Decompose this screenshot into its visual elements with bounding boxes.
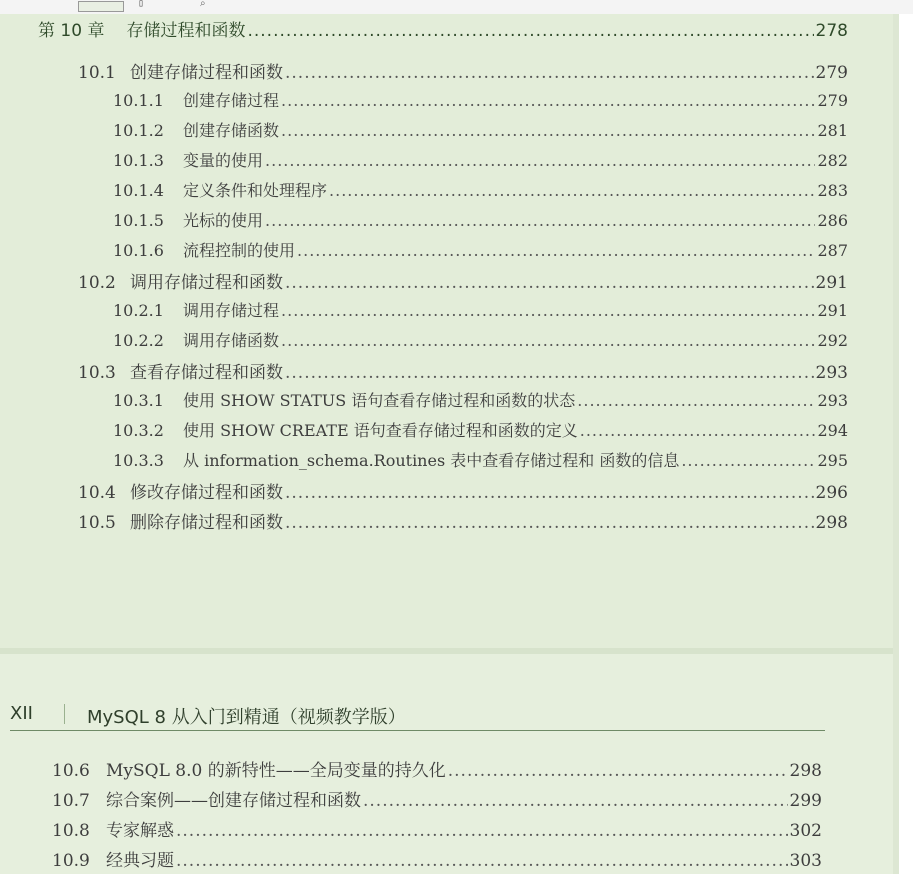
dot-leader — [281, 301, 815, 320]
entry-title: 创建存储过程 — [183, 91, 280, 110]
dot-leader — [580, 421, 816, 440]
entry-title: 综合案例——创建存储过程和函数 — [106, 791, 361, 811]
dot-leader — [281, 91, 815, 110]
entry-page: 279 — [815, 63, 848, 83]
entry-page: 281 — [817, 121, 848, 140]
entry-title: 创建存储函数 — [183, 121, 280, 140]
search-icon[interactable]: ⌕ — [200, 0, 206, 9]
entry-number: 10.2 — [78, 273, 116, 293]
entry-number: 10.2.2 — [113, 331, 164, 350]
entry-title: 调用存储过程 — [183, 301, 280, 320]
entry-number: 10.3.2 — [113, 421, 164, 440]
scrollbar[interactable] — [893, 14, 913, 874]
entry-title: 变量的使用 — [183, 151, 264, 170]
toc-entry[interactable] — [113, 208, 848, 231]
entry-number: 10.1.5 — [113, 211, 164, 230]
dot-leader — [577, 391, 815, 410]
entry-number: 10.1 — [78, 63, 116, 83]
entry-page: 291 — [817, 301, 848, 320]
toolbar-field[interactable] — [78, 1, 124, 12]
dot-leader — [265, 211, 815, 230]
entry-page: 293 — [817, 391, 848, 410]
running-header — [10, 700, 825, 731]
toc-entry[interactable] — [78, 268, 848, 293]
dot-leader — [285, 63, 814, 83]
dot-leader — [297, 241, 815, 260]
entry-page: 291 — [815, 273, 848, 293]
entry-number: 10.1.1 — [113, 91, 164, 110]
toc-entry[interactable] — [113, 148, 848, 171]
entry-title: 使用 SHOW STATUS 语句查看存储过程和函数的状态 — [183, 391, 576, 410]
toc-entry[interactable] — [113, 418, 848, 441]
toc-entry[interactable] — [113, 328, 848, 351]
dot-leader — [247, 21, 813, 41]
entry-page: 298 — [815, 513, 848, 533]
toc-entry[interactable] — [52, 846, 822, 871]
toc-entry[interactable] — [113, 88, 848, 111]
entry-number: 10.3 — [78, 363, 116, 383]
entry-title: 调用存储函数 — [183, 331, 280, 350]
entry-page: 282 — [817, 151, 848, 170]
dot-leader — [285, 363, 814, 383]
entry-page: 302 — [789, 821, 822, 841]
page-upper — [0, 14, 893, 648]
entry-number: 10.6 — [52, 761, 90, 781]
entry-page: 303 — [789, 851, 822, 871]
entry-page: 279 — [817, 91, 848, 110]
header-divider — [64, 704, 65, 724]
entry-page: 292 — [817, 331, 848, 350]
entry-title: 调用存储过程和函数 — [130, 273, 283, 293]
toc-entry[interactable] — [113, 238, 848, 261]
toc-entry[interactable] — [113, 388, 848, 411]
chapter-page: 278 — [815, 21, 848, 41]
entry-number: 10.7 — [52, 791, 90, 811]
entry-title: 经典习题 — [106, 851, 174, 871]
entry-title: MySQL 8.0 的新特性——全局变量的持久化 — [106, 761, 446, 781]
dot-leader — [281, 121, 815, 140]
dot-leader — [285, 483, 814, 503]
entry-page: 286 — [817, 211, 848, 230]
toc-chapter-10[interactable] — [38, 16, 848, 41]
dot-leader — [285, 273, 814, 293]
entry-number: 10.1.3 — [113, 151, 164, 170]
entry-page: 294 — [817, 421, 848, 440]
chapter-title: 存储过程和函数 — [126, 21, 246, 41]
dot-leader — [265, 151, 815, 170]
dot-leader — [281, 331, 815, 350]
dot-leader — [285, 513, 814, 533]
entry-page: 296 — [815, 483, 848, 503]
toc-entry[interactable] — [52, 756, 822, 781]
toc-entry[interactable] — [78, 58, 848, 83]
dot-leader — [681, 451, 815, 470]
entry-number: 10.1.4 — [113, 181, 164, 200]
entry-title: 从 information_schema.Routines 表中查看存储过程和 函数的信息 — [183, 451, 680, 470]
dot-leader — [363, 791, 788, 811]
toc-entry[interactable] — [52, 816, 822, 841]
bookmark-icon[interactable]: ▯ — [138, 0, 145, 9]
chapter-label: 第 10 章 — [38, 21, 105, 41]
entry-page: 295 — [817, 451, 848, 470]
entry-number: 10.8 — [52, 821, 90, 841]
entry-number: 10.4 — [78, 483, 116, 503]
entry-title: 使用 SHOW CREATE 语句查看存储过程和函数的定义 — [183, 421, 578, 440]
entry-number: 10.1.6 — [113, 241, 164, 260]
book-title: MySQL 8 从入门到精通（视频教学版） — [87, 707, 406, 728]
toc-entry[interactable] — [113, 298, 848, 321]
toc-entry[interactable] — [113, 118, 848, 141]
scrollbar-track[interactable] — [893, 14, 899, 874]
entry-title: 删除存储过程和函数 — [130, 513, 283, 533]
toc-entry[interactable] — [113, 448, 848, 471]
toc-entry[interactable] — [52, 786, 822, 811]
dot-leader — [329, 181, 815, 200]
entry-title: 修改存储过程和函数 — [130, 483, 283, 503]
toc-entry[interactable] — [78, 508, 848, 533]
toc-entry[interactable] — [78, 358, 848, 383]
entry-number: 10.3.1 — [113, 391, 164, 410]
entry-title: 定义条件和处理程序 — [183, 181, 328, 200]
entry-number: 10.2.1 — [113, 301, 164, 320]
entry-number: 10.1.2 — [113, 121, 164, 140]
dot-leader — [448, 761, 788, 781]
entry-title: 专家解惑 — [106, 821, 174, 841]
page-roman-numeral: XII — [10, 703, 33, 724]
entry-page: 299 — [789, 791, 822, 811]
viewer-toolbar — [0, 0, 913, 15]
dot-leader — [176, 821, 788, 841]
entry-number: 10.3.3 — [113, 451, 164, 470]
entry-page: 298 — [789, 761, 822, 781]
entry-page: 293 — [815, 363, 848, 383]
entry-number: 10.5 — [78, 513, 116, 533]
entry-title: 流程控制的使用 — [183, 241, 296, 260]
entry-title: 查看存储过程和函数 — [130, 363, 283, 383]
entry-title: 光标的使用 — [183, 211, 264, 230]
toc-entry[interactable] — [78, 478, 848, 503]
dot-leader — [176, 851, 788, 871]
entry-number: 10.9 — [52, 851, 90, 871]
entry-title: 创建存储过程和函数 — [130, 63, 283, 83]
toc-entry[interactable] — [113, 178, 848, 201]
entry-page: 283 — [817, 181, 848, 200]
entry-page: 287 — [817, 241, 848, 260]
